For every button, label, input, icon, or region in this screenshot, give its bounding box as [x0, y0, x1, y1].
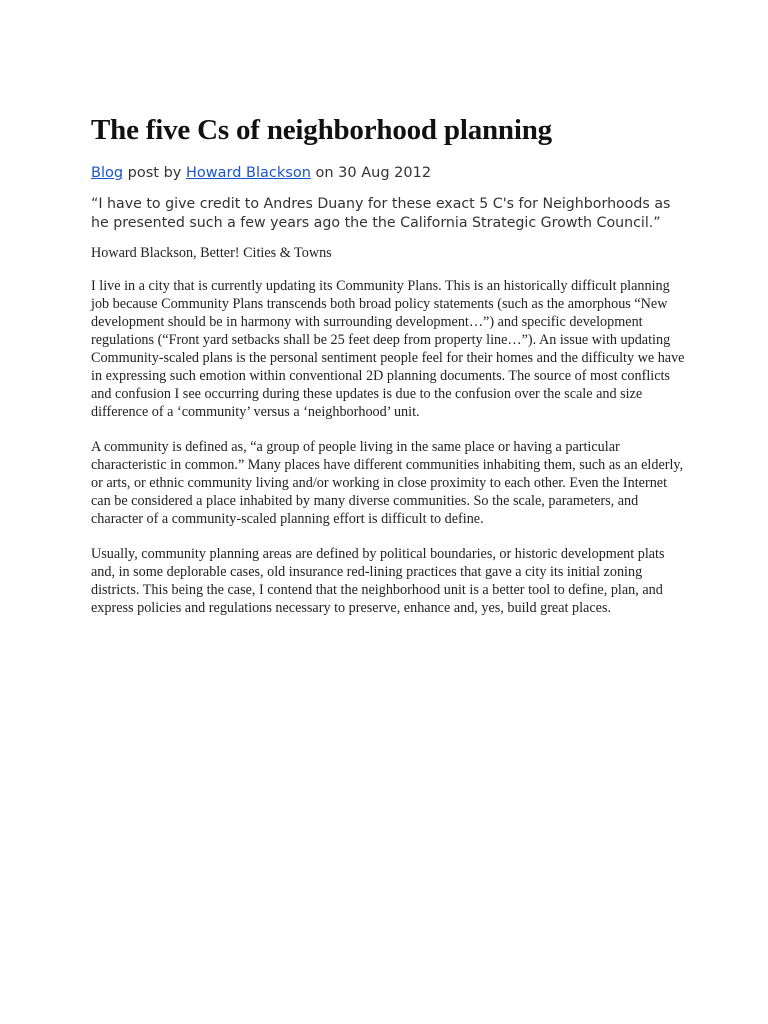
byline-date-text: on 30 Aug 2012	[310, 165, 432, 181]
byline-post-by-text: post by	[123, 165, 186, 181]
article-title: The five Cs of neighborhood planning	[91, 114, 552, 146]
blog-category-link[interactable]: Blog	[91, 165, 124, 181]
body-paragraph: I live in a city that is currently updating its Community Plans. This is an historically difficult planning job because Community Plans transcends both broad policy statements (such as the amorphous “New development should be in harmony with surrounding development…”) and specific development regulations (“Front yard setbacks shall be 25 feet deep from property line…”). An issue with updating Community-scaled plans is the personal sentiment people feel for their homes and the difficulty we have in expressing such emotion within conventional 2D planning documents. The source of most conflicts and confusion I see occurring during these updates is due to the confusion over the scale and size difference of a ‘community’ versus a ‘neighborhood’ unit.	[91, 278, 685, 420]
body-paragraph: A community is defined as, “a group of people living in the same place or having a particular characteristic in common.” Many places have different communities inhabiting them, such as an elderly, or arts, or ethnic community living and/or working in close proximity to each other. Even the Internet can be considered a place inhabited by many diverse communities. So the scale, parameters, and character of a community-scaled planning effort is difficult to define.	[91, 439, 684, 527]
intro-quote: “I have to give credit to Andres Duany for these exact 5 C's for Neighborhoods as he presented such a few years ago the the California Strategic Growth Council.”	[91, 196, 671, 231]
body-paragraph: Usually, community planning areas are defined by political boundaries, or historic development plats and, in some deplorable cases, old insurance red-lining practices that gave a city its initial zoning districts. This being the case, I contend that the neighborhood unit is a better tool to define, plan, and express policies and regulations necessary to preserve, enhance and, yes, build great places.	[91, 546, 665, 616]
author-link[interactable]: Howard Blackson	[186, 165, 311, 181]
byline	[91, 163, 687, 183]
article	[91, 110, 687, 634]
quote-attribution: Howard Blackson, Better! Cities & Towns	[91, 245, 332, 261]
